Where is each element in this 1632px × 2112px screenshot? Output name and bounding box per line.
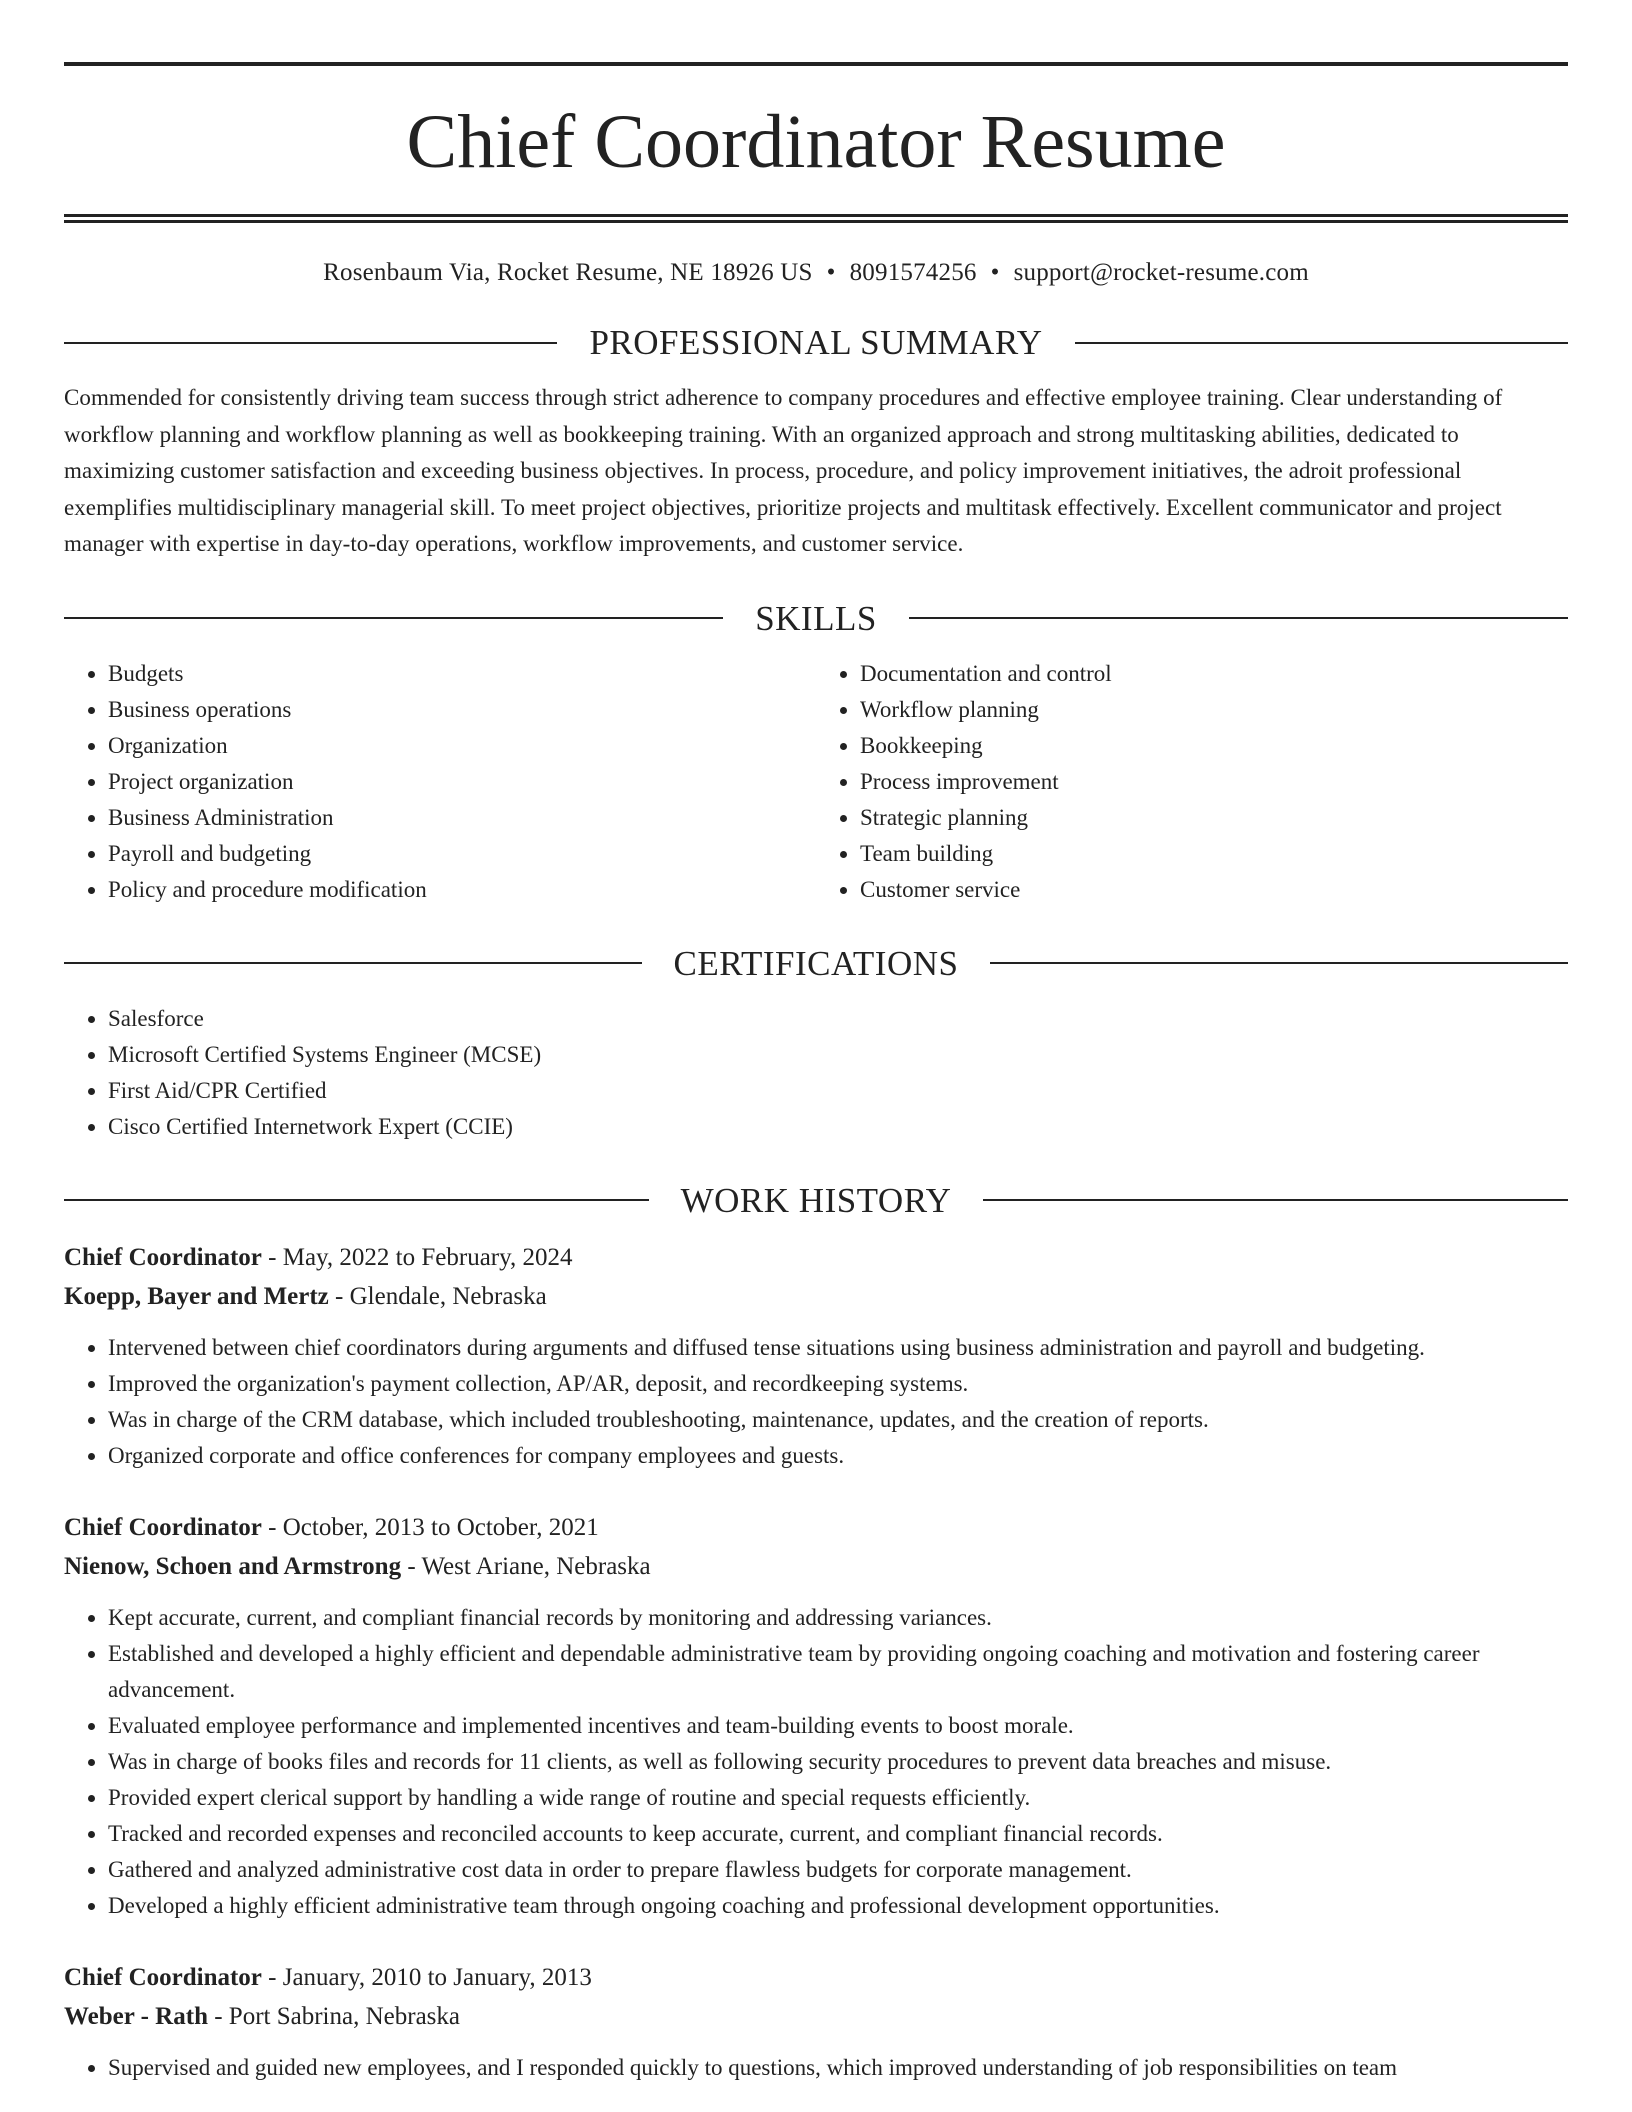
skills-column-right: [816, 656, 1568, 908]
heading-rule: [64, 617, 723, 619]
summary-text: Commended for consistently driving team success through strict adherence to company procedures and effective employee training. Clear understanding of workflow planning and workflow planning as well as bookkeeping training. With an organized approach and strong multitasking abilities, dedicated to maximizing customer satisfaction and exceeding business objectives. In process, procedure, and policy improvement initiatives, the adroit professional exemplifies multidisciplinary managerial skill. To meet project objectives, prioritize projects and multitask effectively. Excellent communicator and project manager with expertise in day-to-day operations, workflow improvements, and customer service.: [64, 385, 1503, 556]
heading-rule: [64, 342, 557, 344]
job-title-line: [64, 1508, 1568, 1547]
skill-item: • Policy and procedure modification: [108, 872, 816, 908]
job-bullet: • Intervened between chief coordinators during arguments and diffused tense situations using business administration and payroll and budgeting.: [108, 1330, 1568, 1366]
heading-rule: [990, 962, 1568, 964]
skill-item: • Documentation and control: [860, 656, 1568, 692]
skills-list: [64, 656, 1568, 908]
summary-heading: PROFESSIONAL SUMMARY: [589, 323, 1043, 362]
certification-item: • Cisco Certified Internetwork Expert (CCIE): [108, 1109, 1568, 1145]
title-double-rule: [64, 214, 1568, 223]
contact-email: support@rocket-resume.com: [1013, 259, 1309, 286]
skill-item: • Team building: [860, 836, 1568, 872]
contact-line: [64, 259, 1568, 287]
job-entry: [64, 1958, 1568, 2086]
job-bullets: [64, 1330, 1568, 1474]
job-title-line: [64, 1958, 1568, 1997]
job-bullet: • Was in charge of books files and records for 11 clients, as well as following security procedures to prevent data breaches and misuse.: [108, 1744, 1568, 1780]
skill-item: • Organization: [108, 728, 816, 764]
job-company-line: [64, 1547, 1568, 1586]
work-history-heading: WORK HISTORY: [680, 1180, 952, 1220]
page-title: Chief Coordinator Resume: [406, 100, 1226, 184]
section-heading-work-history: [64, 1180, 1568, 1220]
skill-item: • Payroll and budgeting: [108, 836, 816, 872]
skill-item: • Project organization: [108, 764, 816, 800]
job-bullets: [64, 2050, 1568, 2086]
contact-phone: 8091574256: [849, 259, 977, 286]
job-bullet: • Organized corporate and office conferences for company employees and guests.: [108, 1438, 1568, 1474]
skills-heading: SKILLS: [755, 598, 877, 638]
heading-rule: [64, 962, 642, 964]
job-bullets: [64, 1600, 1568, 1924]
job-title: Chief Coordinator: [64, 1513, 262, 1541]
skill-item: • Business operations: [108, 692, 816, 728]
job-bullet: • Developed a highly efficient administrative team through ongoing coaching and professional development opportunities.: [108, 1888, 1568, 1924]
contact-address: Rosenbaum Via, Rocket Resume, NE 18926 US: [323, 259, 813, 286]
skill-item: • Process improvement: [860, 764, 1568, 800]
skill-item: • Strategic planning: [860, 800, 1568, 836]
job-title: Chief Coordinator: [64, 1243, 262, 1271]
certification-item: • Salesforce: [108, 1001, 1568, 1037]
skills-column-left: [64, 656, 816, 908]
skill-item: • Business Administration: [108, 800, 816, 836]
job-bullet: • Was in charge of the CRM database, which included troubleshooting, maintenance, updates, and the creation of reports.: [108, 1402, 1568, 1438]
job-bullet: • Improved the organization's payment collection, AP/AR, deposit, and recordkeeping systems.: [108, 1366, 1568, 1402]
job-dates: - January, 2010 to January, 2013: [261, 1963, 592, 1991]
job-bullet: • Gathered and analyzed administrative cost data in order to prepare flawless budgets for corporate management.: [108, 1852, 1568, 1888]
job-title-line: [64, 1238, 1568, 1277]
job-entry: [64, 1238, 1568, 1474]
job-company-line: [64, 1997, 1568, 2036]
job-location: - Port Sabrina, Nebraska: [207, 2002, 460, 2030]
section-heading-certifications: [64, 943, 1568, 983]
certifications-list: [64, 1001, 1568, 1145]
contact-separator: •: [826, 259, 836, 286]
section-heading-skills: [64, 598, 1568, 638]
skill-item: • Customer service: [860, 872, 1568, 908]
skill-item: • Workflow planning: [860, 692, 1568, 728]
job-company: Koepp, Bayer and Mertz: [64, 1282, 329, 1310]
job-location: - Glendale, Nebraska: [328, 1282, 547, 1310]
certification-item: • First Aid/CPR Certified: [108, 1073, 1568, 1109]
section-heading-summary: [64, 325, 1568, 360]
heading-rule: [1075, 342, 1568, 344]
job-company: Weber - Rath: [64, 2002, 208, 2030]
top-rule: [64, 62, 1568, 66]
heading-rule: [983, 1199, 1568, 1201]
job-bullet: • Established and developed a highly efficient and dependable administrative team by providing ongoing coaching and motivation and fostering career advancement.: [108, 1636, 1568, 1708]
job-bullet: • Supervised and guided new employees, and I responded quickly to questions, which improved understanding of job responsibilities on team: [108, 2050, 1568, 2086]
job-bullet: • Provided expert clerical support by handling a wide range of routine and special requests efficiently.: [108, 1780, 1568, 1816]
job-bullet: • Evaluated employee performance and implemented incentives and team-building events to boost morale.: [108, 1708, 1568, 1744]
skill-item: • Bookkeeping: [860, 728, 1568, 764]
job-entry: [64, 1508, 1568, 1924]
job-company: Nienow, Schoen and Armstrong: [64, 1552, 402, 1580]
heading-rule: [909, 617, 1568, 619]
job-dates: - October, 2013 to October, 2021: [261, 1513, 599, 1541]
certifications-heading: CERTIFICATIONS: [673, 943, 959, 983]
job-title: Chief Coordinator: [64, 1963, 262, 1991]
certification-item: • Microsoft Certified Systems Engineer (MCSE): [108, 1037, 1568, 1073]
job-bullet: • Tracked and recorded expenses and reconciled accounts to keep accurate, current, and compliant financial records.: [108, 1816, 1568, 1852]
job-company-line: [64, 1277, 1568, 1316]
skill-item: • Budgets: [108, 656, 816, 692]
heading-rule: [64, 1199, 649, 1201]
job-bullet: • Kept accurate, current, and compliant financial records by monitoring and addressing variances.: [108, 1600, 1568, 1636]
job-location: - West Ariane, Nebraska: [401, 1552, 651, 1580]
job-dates: - May, 2022 to February, 2024: [261, 1243, 573, 1271]
contact-separator: •: [990, 259, 1000, 286]
